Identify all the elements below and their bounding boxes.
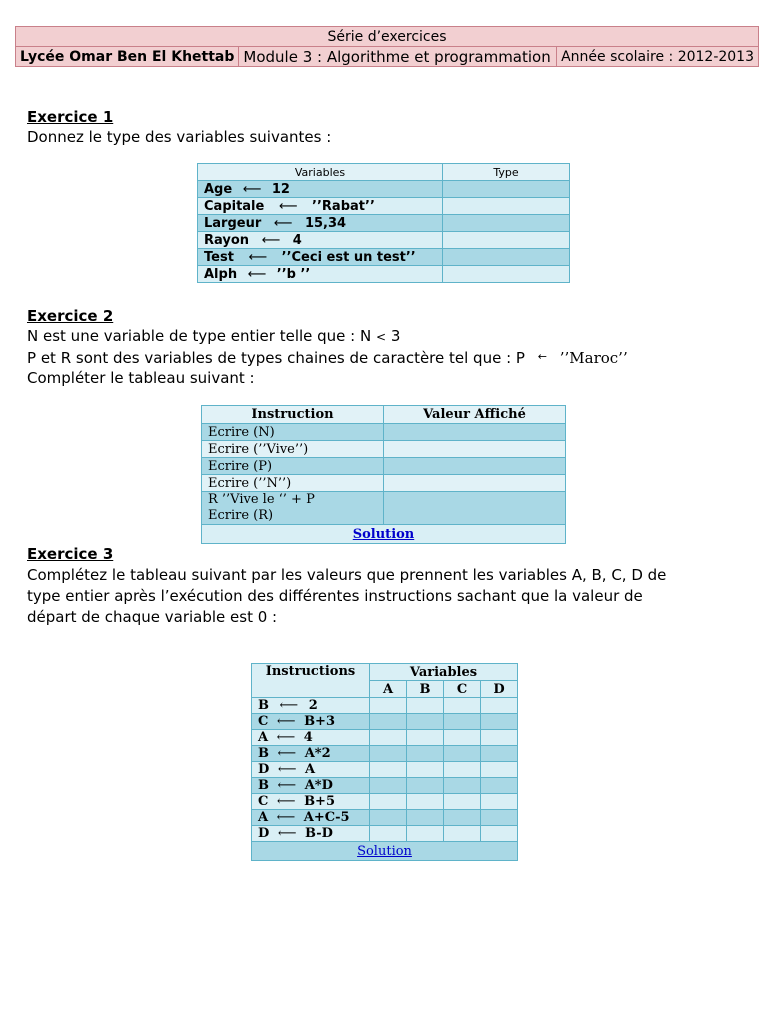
left-arrow-icon: ←: [537, 350, 547, 363]
value-cell-b[interactable]: [407, 746, 444, 762]
left-arrow-icon: ⟵: [276, 730, 296, 745]
instruction-line: Ecrire (R): [208, 508, 274, 523]
ex3-table: [251, 663, 518, 861]
table-row: [198, 181, 570, 198]
target-var: B: [258, 778, 269, 793]
table-row: [198, 215, 570, 232]
left-arrow-icon: ⟵: [277, 762, 297, 777]
instruction-cell: Ecrire (P): [202, 458, 384, 475]
value-cell-d[interactable]: [481, 714, 518, 730]
var-value: 12: [271, 181, 290, 197]
left-arrow-icon: <: [376, 330, 387, 344]
target-var: A: [258, 810, 269, 825]
table-row: [202, 475, 566, 492]
value-cell-d[interactable]: [481, 826, 518, 842]
ex1-table: [197, 163, 570, 283]
value-cell-c[interactable]: [444, 698, 481, 714]
value-cell-b[interactable]: [407, 698, 444, 714]
school-year: Année scolaire : 2012-2013: [557, 47, 759, 67]
value-cell-c[interactable]: [444, 730, 481, 746]
value-cell[interactable]: [384, 424, 566, 441]
expr: A*2: [304, 746, 331, 761]
value-cell-d[interactable]: [481, 746, 518, 762]
ex2-solution-link[interactable]: Solution: [202, 525, 566, 544]
left-arrow-icon: ⟵: [242, 181, 262, 197]
var-value: ’’Rabat’’: [312, 198, 375, 214]
table-row: [198, 266, 570, 283]
left-arrow-icon: ⟵: [247, 266, 267, 282]
expr: A: [304, 762, 316, 777]
expr: A*D: [304, 778, 333, 793]
value-cell-a[interactable]: [370, 794, 407, 810]
left-arrow-icon: ⟵: [248, 249, 268, 265]
table-row: [198, 198, 570, 215]
expr: B+5: [304, 794, 335, 809]
left-arrow-icon: ⟵: [276, 794, 296, 809]
left-arrow-icon: ⟵: [277, 746, 297, 761]
value-cell-b[interactable]: [407, 762, 444, 778]
table-row: [252, 746, 518, 762]
ex2-line1-value: 3: [390, 327, 401, 345]
ex3-line1: Complétez le tableau suivant par les valeurs que prennent les variables A, B, C, D de: [27, 566, 667, 584]
type-cell[interactable]: [443, 198, 570, 215]
value-cell-c[interactable]: [444, 778, 481, 794]
value-cell-a[interactable]: [370, 778, 407, 794]
value-cell-a[interactable]: [370, 746, 407, 762]
value-cell-a[interactable]: [370, 698, 407, 714]
ex3-col-instructions: Instructions: [252, 664, 370, 698]
table-row: [252, 730, 518, 746]
table-row: [198, 249, 570, 266]
type-cell[interactable]: [443, 266, 570, 283]
type-cell[interactable]: [443, 249, 570, 266]
ex2-col-valeur: Valeur Affiché: [384, 406, 566, 424]
var-header-b: B: [407, 681, 444, 698]
value-cell-b[interactable]: [407, 730, 444, 746]
left-arrow-icon: ⟵: [277, 826, 297, 841]
value-cell-c[interactable]: [444, 762, 481, 778]
table-row: [252, 794, 518, 810]
value-cell-d[interactable]: [481, 810, 518, 826]
left-arrow-icon: ⟵: [276, 714, 296, 729]
value-cell[interactable]: [384, 475, 566, 492]
value-cell[interactable]: [384, 441, 566, 458]
value-cell-d[interactable]: [481, 794, 518, 810]
header-table: [15, 26, 759, 67]
ex3-col-variables: Variables: [370, 664, 518, 681]
type-cell[interactable]: [443, 215, 570, 232]
ex3-solution-link[interactable]: Solution: [252, 842, 518, 861]
var-value: 15,34: [304, 215, 347, 231]
left-arrow-icon: ⟵: [277, 778, 297, 793]
table-row: [252, 826, 518, 842]
instruction-line: R ’’Vive le ‘’ + P: [208, 492, 315, 507]
var-name: Capitale: [204, 198, 265, 214]
table-row: [252, 810, 518, 826]
left-arrow-icon: ⟵: [278, 198, 298, 214]
value-cell-c[interactable]: [444, 714, 481, 730]
value-cell-b[interactable]: [407, 778, 444, 794]
ex2-table: [201, 405, 566, 544]
instruction-cell: Ecrire (N): [202, 424, 384, 441]
table-row: [252, 778, 518, 794]
target-var: B: [258, 698, 269, 713]
ex1-instruction: Donnez le type des variables suivantes :: [27, 128, 332, 146]
value-cell-d[interactable]: [481, 730, 518, 746]
instruction-cell: [202, 492, 384, 525]
ex2-line1-text: N est une variable de type entier telle que : N: [27, 327, 372, 345]
table-row: [202, 492, 566, 525]
left-arrow-icon: ⟵: [273, 215, 293, 231]
target-var: C: [258, 794, 269, 809]
value-cell[interactable]: [384, 458, 566, 475]
table-row: [252, 714, 518, 730]
ex3-line2: type entier après l’exécution des différentes instructions sachant que la valeur de: [27, 587, 643, 605]
value-cell-b[interactable]: [407, 826, 444, 842]
ex2-line2-value: ’’Maroc’’: [559, 349, 628, 367]
value-cell-d[interactable]: [481, 778, 518, 794]
ex2-line2-text: P et R sont des variables de types chaines de caractère tel que : P: [27, 349, 525, 367]
var-header-a: A: [370, 681, 407, 698]
value-cell-a[interactable]: [370, 810, 407, 826]
left-arrow-icon: ⟵: [279, 698, 299, 713]
value-cell-c[interactable]: [444, 794, 481, 810]
page-title: Série d’exercices: [16, 27, 759, 47]
value-cell-b[interactable]: [407, 794, 444, 810]
left-arrow-icon: ⟵: [276, 810, 296, 825]
var-header-c: C: [444, 681, 481, 698]
value-cell[interactable]: [384, 492, 566, 525]
table-row: [198, 232, 570, 249]
expr: 2: [308, 698, 318, 713]
value-cell-c[interactable]: [444, 746, 481, 762]
target-var: D: [258, 826, 270, 841]
var-header-d: D: [481, 681, 518, 698]
var-name: Test: [204, 249, 234, 265]
var-name: Rayon: [204, 232, 250, 248]
table-row: [252, 762, 518, 778]
var-value: ’’Ceci est un test’’: [281, 249, 416, 265]
var-value: 4: [292, 232, 302, 248]
ex3-line3: départ de chaque variable est 0 :: [27, 608, 278, 626]
table-row: [202, 441, 566, 458]
ex2-col-instruction: Instruction: [202, 406, 384, 424]
type-cell[interactable]: [443, 232, 570, 249]
expr: A+C-5: [303, 810, 350, 825]
value-cell-c[interactable]: [444, 826, 481, 842]
target-var: B: [258, 746, 269, 761]
target-var: C: [258, 714, 269, 729]
target-var: D: [258, 762, 270, 777]
target-var: A: [258, 730, 269, 745]
table-row: [252, 698, 518, 714]
ex2-line3: Compléter le tableau suivant :: [27, 369, 255, 387]
ex1-col-type: Type: [443, 164, 570, 181]
ex1-col-variables: Variables: [198, 164, 443, 181]
value-cell-b[interactable]: [407, 810, 444, 826]
expr: B-D: [304, 826, 333, 841]
instruction-cell: Ecrire (’’N’’): [202, 475, 384, 492]
ex2-line2: [27, 347, 628, 368]
value-cell-a[interactable]: [370, 826, 407, 842]
ex2-title: Exercice 2: [27, 307, 114, 325]
value-cell-c[interactable]: [444, 810, 481, 826]
instruction-cell: Ecrire (’’Vive’’): [202, 441, 384, 458]
type-cell[interactable]: [443, 181, 570, 198]
value-cell-a[interactable]: [370, 730, 407, 746]
var-name: Alph: [204, 266, 238, 282]
expr: B+3: [304, 714, 335, 729]
ex1-title: Exercice 1: [27, 108, 114, 126]
value-cell-a[interactable]: [370, 762, 407, 778]
value-cell-d[interactable]: [481, 698, 518, 714]
value-cell-d[interactable]: [481, 762, 518, 778]
ex2-line1: [27, 326, 400, 347]
ex3-title: Exercice 3: [27, 545, 114, 563]
table-row: [202, 424, 566, 441]
value-cell-b[interactable]: [407, 714, 444, 730]
left-arrow-icon: ⟵: [261, 232, 281, 248]
var-value: ’’b ’’: [276, 266, 311, 282]
school-name: Lycée Omar Ben El Khettab: [16, 47, 239, 67]
var-name: Largeur: [204, 215, 262, 231]
table-row: [202, 458, 566, 475]
value-cell-a[interactable]: [370, 714, 407, 730]
module-name: Module 3 : Algorithme et programmation: [239, 47, 557, 67]
expr: 4: [303, 730, 313, 745]
var-name: Age: [204, 181, 233, 197]
